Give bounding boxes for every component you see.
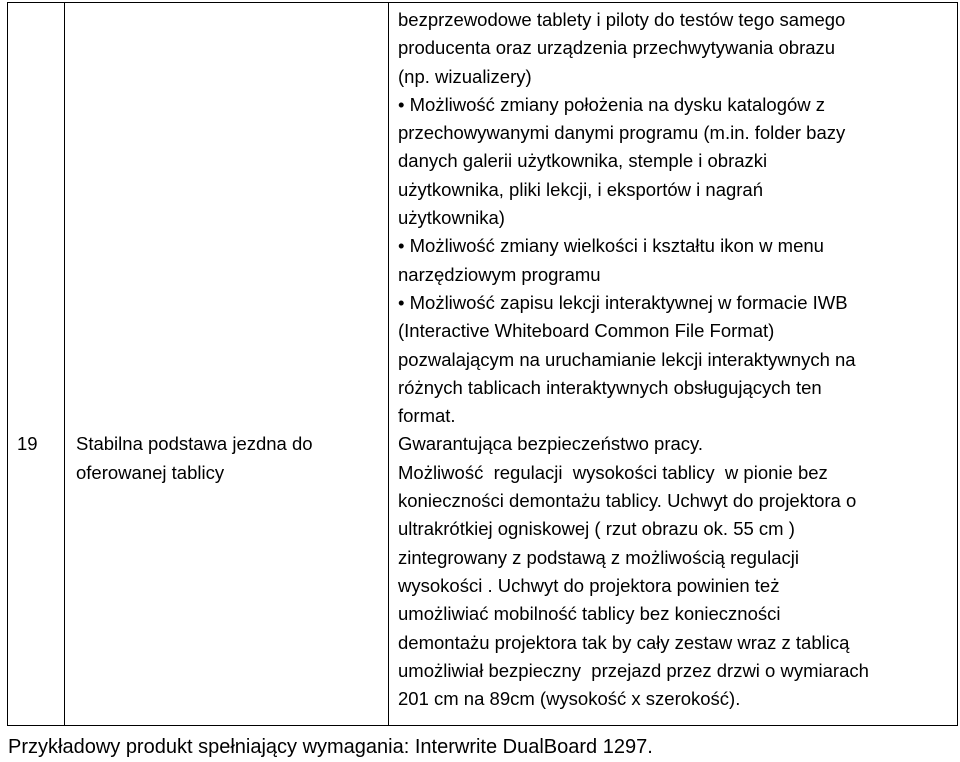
item-name-line: oferowanej tablicy: [76, 461, 225, 483]
item-name-cell: [65, 430, 389, 726]
description-line: danych galerii użytkownika, stemple i obrazki: [398, 150, 768, 172]
description-line: Możliwość regulacji wysokości tablicy w pionie bez: [398, 461, 828, 483]
row-number-cell: [8, 430, 65, 726]
bullet-line: • Możliwość zmiany wielkości i kształtu ikon w menu: [398, 235, 824, 257]
description-line: przechowywanymi danymi programu (m.in. folder bazy: [398, 122, 846, 144]
description-text: [389, 3, 957, 430]
description-line: producenta oraz urządzenia przechwytywania obrazu: [398, 37, 836, 59]
item-name: [65, 430, 388, 487]
description-line: format.: [398, 405, 456, 427]
description-line: użytkownika, pliki lekcji, i eksportów i nagrań: [398, 178, 764, 200]
bullet-line: • Możliwość zmiany położenia na dysku katalogów z: [398, 93, 826, 115]
description-line: zintegrowany z podstawą z możliwością regulacji: [398, 546, 800, 568]
table-row-19: [8, 430, 958, 726]
row-number: 19: [17, 433, 38, 455]
description-line: umożliwiać mobilność tablicy bez konieczności: [398, 603, 781, 625]
description-line: użytkownika): [398, 207, 505, 229]
item-name-line: Stabilna podstawa jezdna do: [76, 433, 313, 455]
description-line: wysokości . Uchwyt do projektora powinien też: [398, 574, 780, 596]
description-line: pozwalającym na uruchamianie lekcji interaktywnych na: [398, 348, 856, 370]
description-line: (Interactive Whiteboard Common File Format): [398, 320, 775, 342]
description-line: konieczności demontażu tablicy. Uchwyt do projektora o: [398, 490, 857, 512]
description-cell: [389, 430, 958, 726]
description-line: umożliwiał bezpieczny przejazd przez drzwi o wymiarach: [398, 659, 869, 681]
description-line: ultrakrótkiej ogniskowej ( rzut obrazu ok. 55 cm ): [398, 518, 795, 540]
description-line: różnych tablicach interaktywnych obsługujących ten: [398, 376, 822, 398]
description-line: (np. wizualizery): [398, 65, 532, 87]
description-line: Gwarantująca bezpieczeństwo pracy.: [398, 433, 704, 455]
description-line: demontażu projektora tak by cały zestaw wraz z tablicą: [398, 631, 850, 653]
description-line: 201 cm na 89cm (wysokość x szerokość).: [398, 688, 741, 710]
description-line: narzędziowym programu: [398, 263, 601, 285]
description-line: bezprzewodowe tablety i piloty do testów tego samego: [398, 9, 846, 30]
table-row-continuation: [8, 3, 958, 431]
row-number-cell: [8, 3, 65, 431]
bullet-line: • Możliwość zapisu lekcji interaktywnej w formacie IWB: [398, 291, 848, 313]
item-name-cell: [65, 3, 389, 431]
example-product-note: Przykładowy produkt spełniający wymagania: Interwrite DualBoard 1297.: [8, 736, 653, 758]
description-cell: [389, 3, 958, 431]
specification-table: [7, 2, 958, 726]
description-text: [389, 430, 957, 713]
